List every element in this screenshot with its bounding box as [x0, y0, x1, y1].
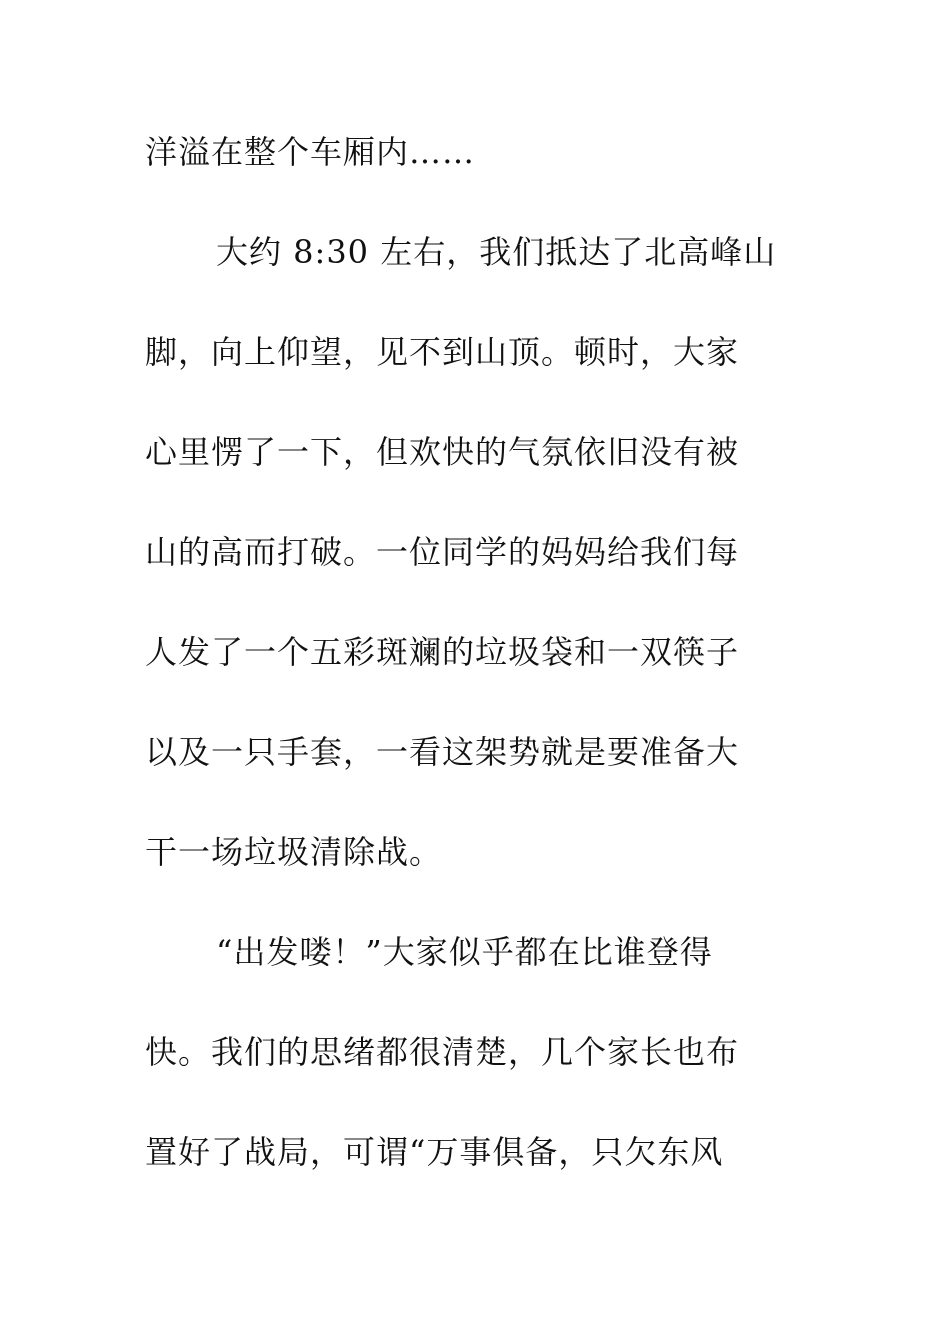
text-line: 干一场垃圾清除战。	[145, 833, 443, 871]
paragraph-start-line: “出发喽！”大家似乎都在比谁登得	[216, 933, 713, 971]
text-line: 山的高而打破。一位同学的妈妈给我们每	[145, 533, 740, 571]
text-line: 人发了一个五彩斑斓的垃圾袋和一双筷子	[145, 633, 740, 671]
text-line: 以及一只手套，一看这架势就是要准备大	[145, 733, 740, 771]
text-line: 脚，向上仰望，见不到山顶。顿时，大家	[145, 333, 740, 371]
paragraph-start-line: 大约 8:30 左右，我们抵达了北高峰山	[216, 233, 777, 271]
text-line: 置好了战局，可谓“万事俱备，只欠东风	[145, 1133, 724, 1171]
text-line: 心里愣了一下，但欢快的气氛依旧没有被	[145, 433, 740, 471]
text-line: 快。我们的思绪都很清楚，几个家长也布	[145, 1033, 740, 1071]
text-line: 洋溢在整个车厢内……	[145, 133, 476, 171]
